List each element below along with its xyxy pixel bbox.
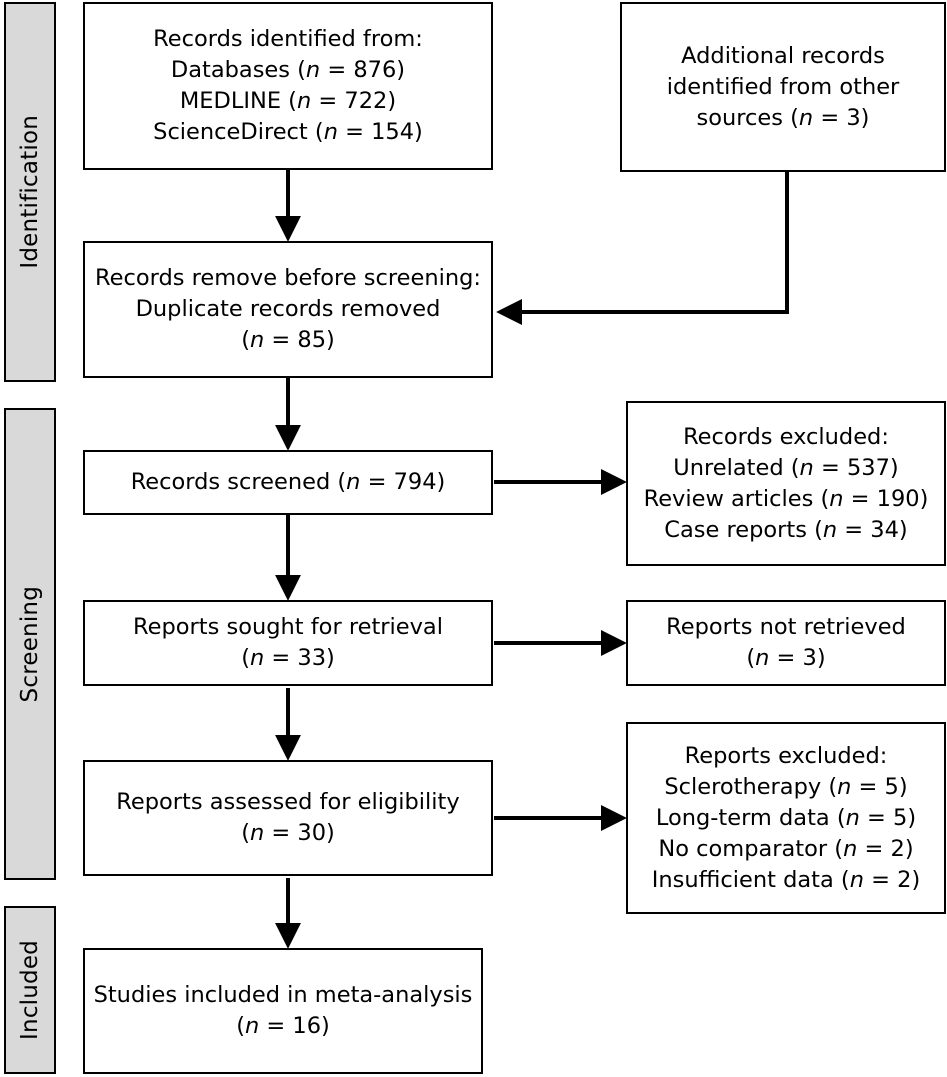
additional-records-line-2: identified from other [666,73,900,100]
records-removed-box [83,241,493,378]
additional-records-box [620,2,946,172]
records-excluded-line-4: Case reports (n = 34) [664,516,908,543]
phase-label-screening-text: Screening [17,585,43,703]
records-identified-line-2: Databases (n = 876) [170,57,406,83]
reports-sought-line-2: (n = 33) [241,645,335,671]
studies-included-line-2: (n = 16) [236,1013,330,1039]
reports-excluded-line-5: Insufficient data (n = 2) [651,866,921,893]
studies-included-box [83,948,483,1074]
studies-included-line-1: Studies included in meta-analysis [93,982,473,1008]
additional-records-line-1: Additional records [681,42,885,69]
reports-sought-box [83,600,493,686]
phase-label-included [4,906,56,1074]
reports-not-retrieved-line-1: Reports not retrieved [666,614,906,640]
records-screened-box [83,450,493,515]
records-excluded-line-1: Records excluded: [683,423,889,450]
records-excluded-line-3: Review articles (n = 190) [643,485,929,512]
reports-assessed-box [83,760,493,876]
reports-excluded-line-3: Long-term data (n = 5) [655,804,917,831]
phase-label-identification [4,2,56,382]
records-identified-box [83,2,493,170]
records-identified-line-1: Records identified from: [153,26,423,52]
records-excluded-line-2: Unrelated (n = 537) [673,454,899,481]
records-excluded-box [626,401,946,566]
reports-excluded-line-4: No comparator (n = 2) [658,835,914,862]
reports-assessed-line-1: Reports assessed for eligibility [116,789,460,815]
records-screened-line-1: Records screened (n = 794) [130,469,446,495]
records-removed-line-1: Records remove before screening: [95,265,481,291]
reports-excluded-line-2: Sclerotherapy (n = 5) [664,773,908,800]
reports-not-retrieved-line-2: (n = 3) [746,645,826,671]
phase-label-screening [4,408,56,880]
reports-sought-line-1: Reports sought for retrieval [133,614,443,640]
records-identified-line-4: ScienceDirect (n = 154) [153,119,423,145]
records-removed-line-3: (n = 85) [241,327,335,353]
phase-label-identification-text: Identification [17,115,43,269]
additional-records-line-3: sources (n = 3) [696,104,870,131]
records-removed-line-2: Duplicate records removed [135,296,441,322]
arrow-additional-to-removed [500,172,787,312]
reports-assessed-line-2: (n = 30) [241,820,335,846]
records-identified-line-3: MEDLINE (n = 722) [179,88,397,114]
reports-excluded-box [626,722,946,914]
phase-label-included-text: Included [17,940,43,1040]
reports-excluded-line-1: Reports excluded: [684,742,888,769]
reports-not-retrieved-box [626,600,946,686]
